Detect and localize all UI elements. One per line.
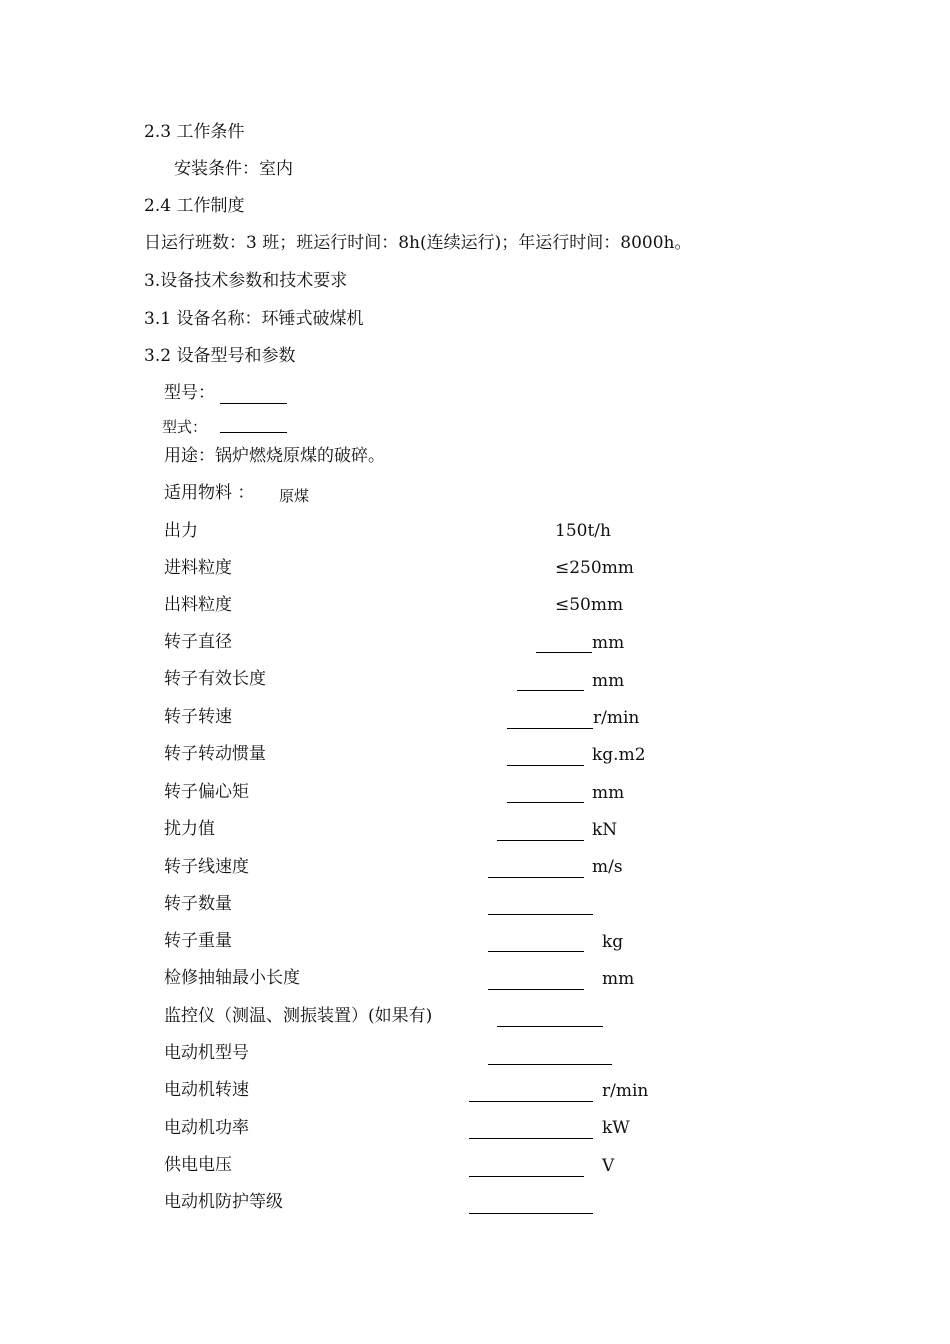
param-unit-rotor-eccentric: mm [592,783,625,803]
param-label-motor-power: 电动机功率 [164,1118,249,1138]
param-unit-shaft-length: mm [602,969,635,989]
param-blank-excitation-force [497,840,584,841]
param-unit-rotor-weight: kg [602,932,624,952]
param-value-discharge-size: ≤50mm [555,595,624,615]
section-3-1-heading: 3.1 设备名称：环锤式破煤机 [144,309,364,329]
param-label-rotor-linear-speed: 转子线速度 [164,857,249,877]
param-label-rotor-count: 转子数量 [164,894,232,914]
param-blank-rotor-speed [507,728,593,729]
param-label-output: 出力 [164,521,198,541]
param-blank-rotor-inertia [507,765,584,766]
param-blank-rotor-diameter [536,652,592,653]
material-label: 适用物料 ： [164,483,255,503]
work-schedule-text: 日运行班数：3 班；班运行时间：8h(连续运行)；年运行时间：8000h。 [144,233,692,253]
param-blank-rotor-eccentric [507,802,584,803]
param-blank-rotor-length [517,690,584,691]
param-label-rotor-length: 转子有效长度 [164,669,266,689]
install-condition: 安装条件：室内 [174,159,293,179]
param-value-output: 150t/h [555,521,611,541]
param-blank-shaft-length [488,989,584,990]
section-2-4-heading: 2.4 工作制度 [144,196,245,216]
param-label-shaft-length: 检修抽轴最小长度 [164,968,300,988]
param-label-motor-speed: 电动机转速 [164,1080,249,1100]
model-label: 型号： [164,383,215,403]
usage-text: 用途：锅炉燃烧原煤的破碎。 [164,446,385,466]
section-2-3-heading: 2.3 工作条件 [144,122,245,142]
param-blank-motor-power [469,1138,593,1139]
param-label-rotor-speed: 转子转速 [164,707,232,727]
param-blank-motor-protection [469,1213,593,1214]
param-blank-motor-model [488,1064,612,1065]
param-label-monitor: 监控仪（测温、测振装置）(如果有) [164,1006,433,1026]
type-label: 型式： [162,418,208,436]
param-label-motor-protection: 电动机防护等级 [164,1192,283,1212]
param-blank-rotor-weight [488,951,584,952]
param-blank-rotor-count [488,914,593,915]
material-value: 原煤 [279,487,310,505]
param-label-rotor-inertia: 转子转动惯量 [164,744,266,764]
param-label-rotor-diameter: 转子直径 [164,632,232,652]
param-unit-rotor-speed: r/min [593,708,640,728]
param-unit-rotor-length: mm [592,671,625,691]
section-3-heading: 3.设备技术参数和技术要求 [144,271,348,291]
param-unit-rotor-diameter: mm [592,633,625,653]
param-label-supply-voltage: 供电电压 [164,1155,232,1175]
param-blank-supply-voltage [469,1176,584,1177]
param-blank-rotor-linear-speed [488,877,584,878]
param-value-feed-size: ≤250mm [555,558,634,578]
param-label-feed-size: 进料粒度 [164,558,232,578]
param-label-rotor-weight: 转子重量 [164,931,232,951]
param-blank-motor-speed [469,1101,593,1102]
param-unit-supply-voltage: V [602,1156,615,1176]
param-unit-motor-power: kW [602,1118,630,1138]
param-unit-rotor-linear-speed: m/s [592,857,623,877]
param-label-motor-model: 电动机型号 [164,1043,249,1063]
param-unit-motor-speed: r/min [602,1081,649,1101]
param-label-excitation-force: 扰力值 [164,819,215,839]
param-unit-rotor-inertia: kg.m2 [592,745,646,765]
param-label-discharge-size: 出料粒度 [164,595,232,615]
type-blank [220,432,287,433]
model-blank [220,403,287,404]
param-blank-monitor [497,1026,603,1027]
param-unit-excitation-force: kN [592,820,618,840]
section-3-2-heading: 3.2 设备型号和参数 [144,346,296,366]
param-label-rotor-eccentric: 转子偏心矩 [164,782,249,802]
